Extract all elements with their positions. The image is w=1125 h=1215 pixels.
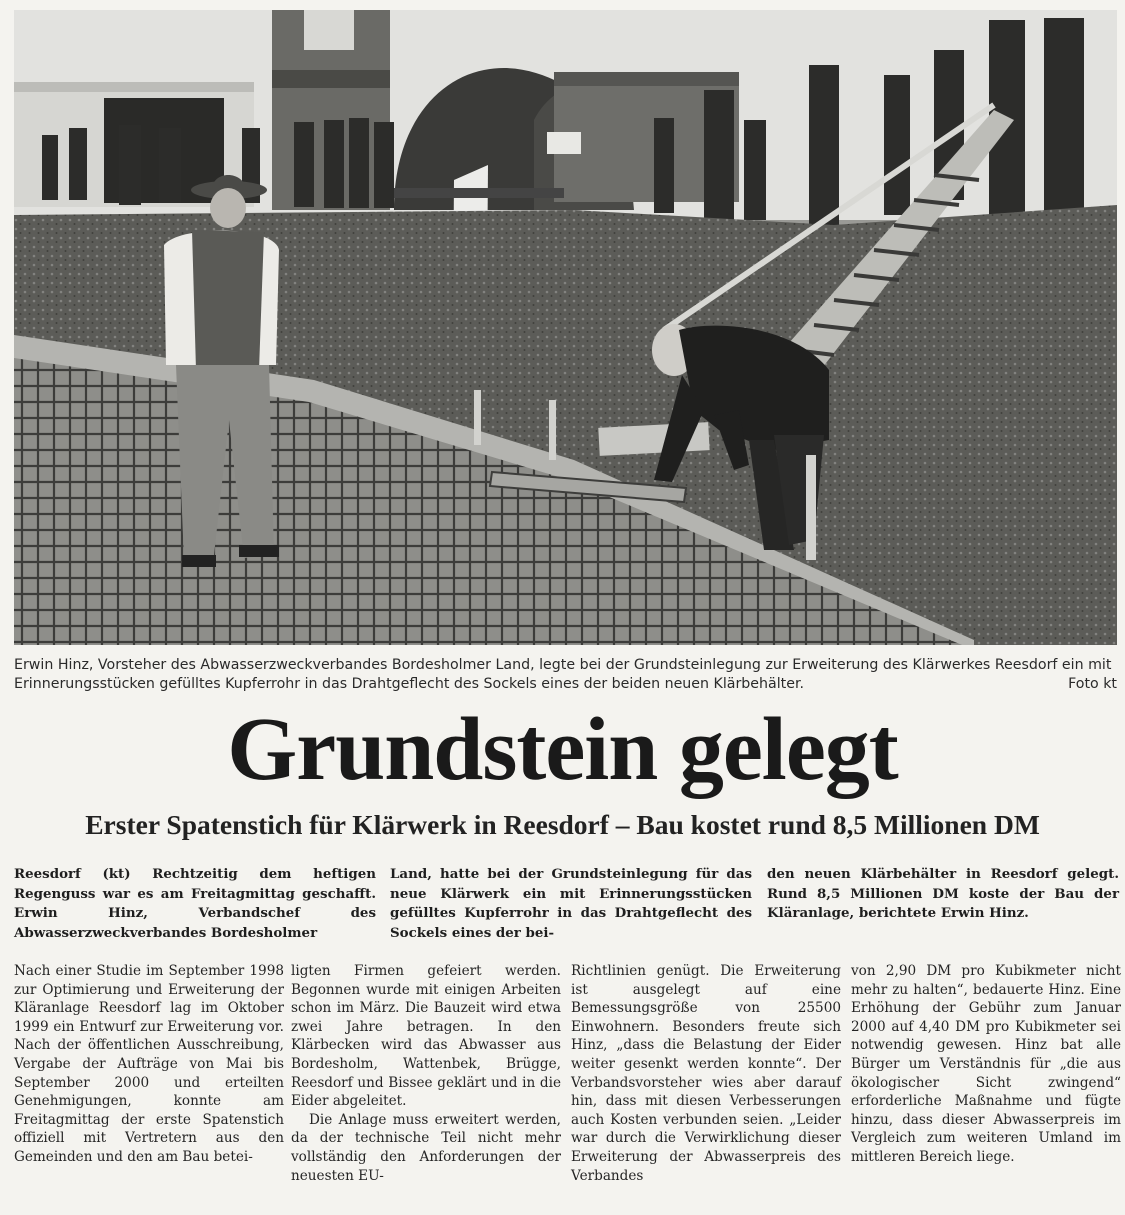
subheadline: Erster Spatenstich für Klärwerk in Reesdorf – Bau kostet rund 8,5 Millionen DM: [85, 809, 1040, 840]
body-column-1: [14, 962, 284, 1167]
body-column-4: [851, 962, 1121, 1167]
construction-site-photo: [14, 10, 1117, 645]
lead-col-1: Reesdorf (kt) Rechtzeitig dem heftigen Regenguss war es am Freitagmittag geschafft. Erwin Hinz, Verbandschef des Abwasserzweckverbandes Bordesholmer: [14, 866, 376, 941]
body-paragraph: Die Anlage muss erweitert werden, da der technische Teil nicht mehr vollständig den Anforderungen der neuesten EU-: [291, 1111, 561, 1184]
photo-credit: Foto kt: [1068, 676, 1117, 692]
body-paragraph: von 2,90 DM pro Kubikmeter nicht mehr zu halten“, bedauerte Hinz. Eine Erhöhung der Gebühr zum Januar 2000 auf 4,40 DM pro Kubikmeter sei notwendig gewesen. Hinz bat alle Bürger um Verständnis für „die aus ökologischer Sicht zwingend“ erforderliche Maßnahme und fügte hinzu, dass dieser Abwasserpreis im Vergleich zum weiteren Umland im mittleren Bereich liege.: [851, 963, 1121, 1165]
body-paragraph: ligten Firmen gefeiert werden. Begonnen wurde mit einigen Arbeiten schon im März. Die Bauzeit wird etwa zwei Jahre betragen. In den Klärbecken wird das Abwasser aus Bordesholm, Wattenbek, Brügge, Reesdorf und Bissee geklärt und in die Eider abgeleitet.: [291, 963, 561, 1110]
body-paragraph: Richtlinien genügt. Die Erweiterung ist ausgelegt auf eine Bemessungsgröße von 25500 Einwohnern. Besonders freute sich Hinz, „dass die Belastung der Eider weiter gesenkt werden konnte“. Der Verbandsvorsteher wies aber darauf hin, dass mit diesen Verbesserungen auch Kosten verbunden seien. „Leider war durch die Verwirklichung dieser Erweiterung der Abwasserpreis des Verbandes: [571, 963, 841, 1184]
lead-col-3: den neuen Klärbehälter in Reesdorf gelegt. Rund 8,5 Millionen DM koste der Bau der Kläranlage, berichtete Erwin Hinz.: [767, 866, 1119, 921]
photo-caption: [14, 656, 1119, 694]
caption-text: Erwin Hinz, Vorsteher des Abwasserzweckverbandes Bordesholmer Land, legte bei der Grundsteinlegung zur Erweiterung des Klärwerkes Reesdorf ein mit Erinnerungsstücken gefülltes Kupferrohr in das Drahtgeflecht des Sockels eines der beiden neuen Klärbehälter.: [14, 657, 1112, 692]
body-column-2: [291, 962, 561, 1185]
article-photo: [14, 10, 1117, 645]
lead-col-2: Land, hatte bei der Grundsteinlegung für das neue Klärwerk ein mit Erinnerungsstücken gefülltes Kupferrohr in das Drahtgeflecht des Sockels eines der bei-: [390, 866, 752, 941]
body-paragraph: Nach einer Studie im September 1998 zur Optimierung und Erweiterung der Kläranlage Reesdorf lag im Oktober 1999 ein Entwurf zur Erweiterung vor. Nach der öffentlichen Ausschreibung, Vergabe der Aufträge von Mai bis September 2000 und erteilten Genehmigungen, konnte am Freitagmittag der erste Spatenstich offiziell mit Vertretern aus den Gemeinden und den am Bau betei-: [14, 963, 284, 1165]
body-column-3: [571, 962, 841, 1185]
headline: Grundstein gelegt: [227, 700, 898, 799]
